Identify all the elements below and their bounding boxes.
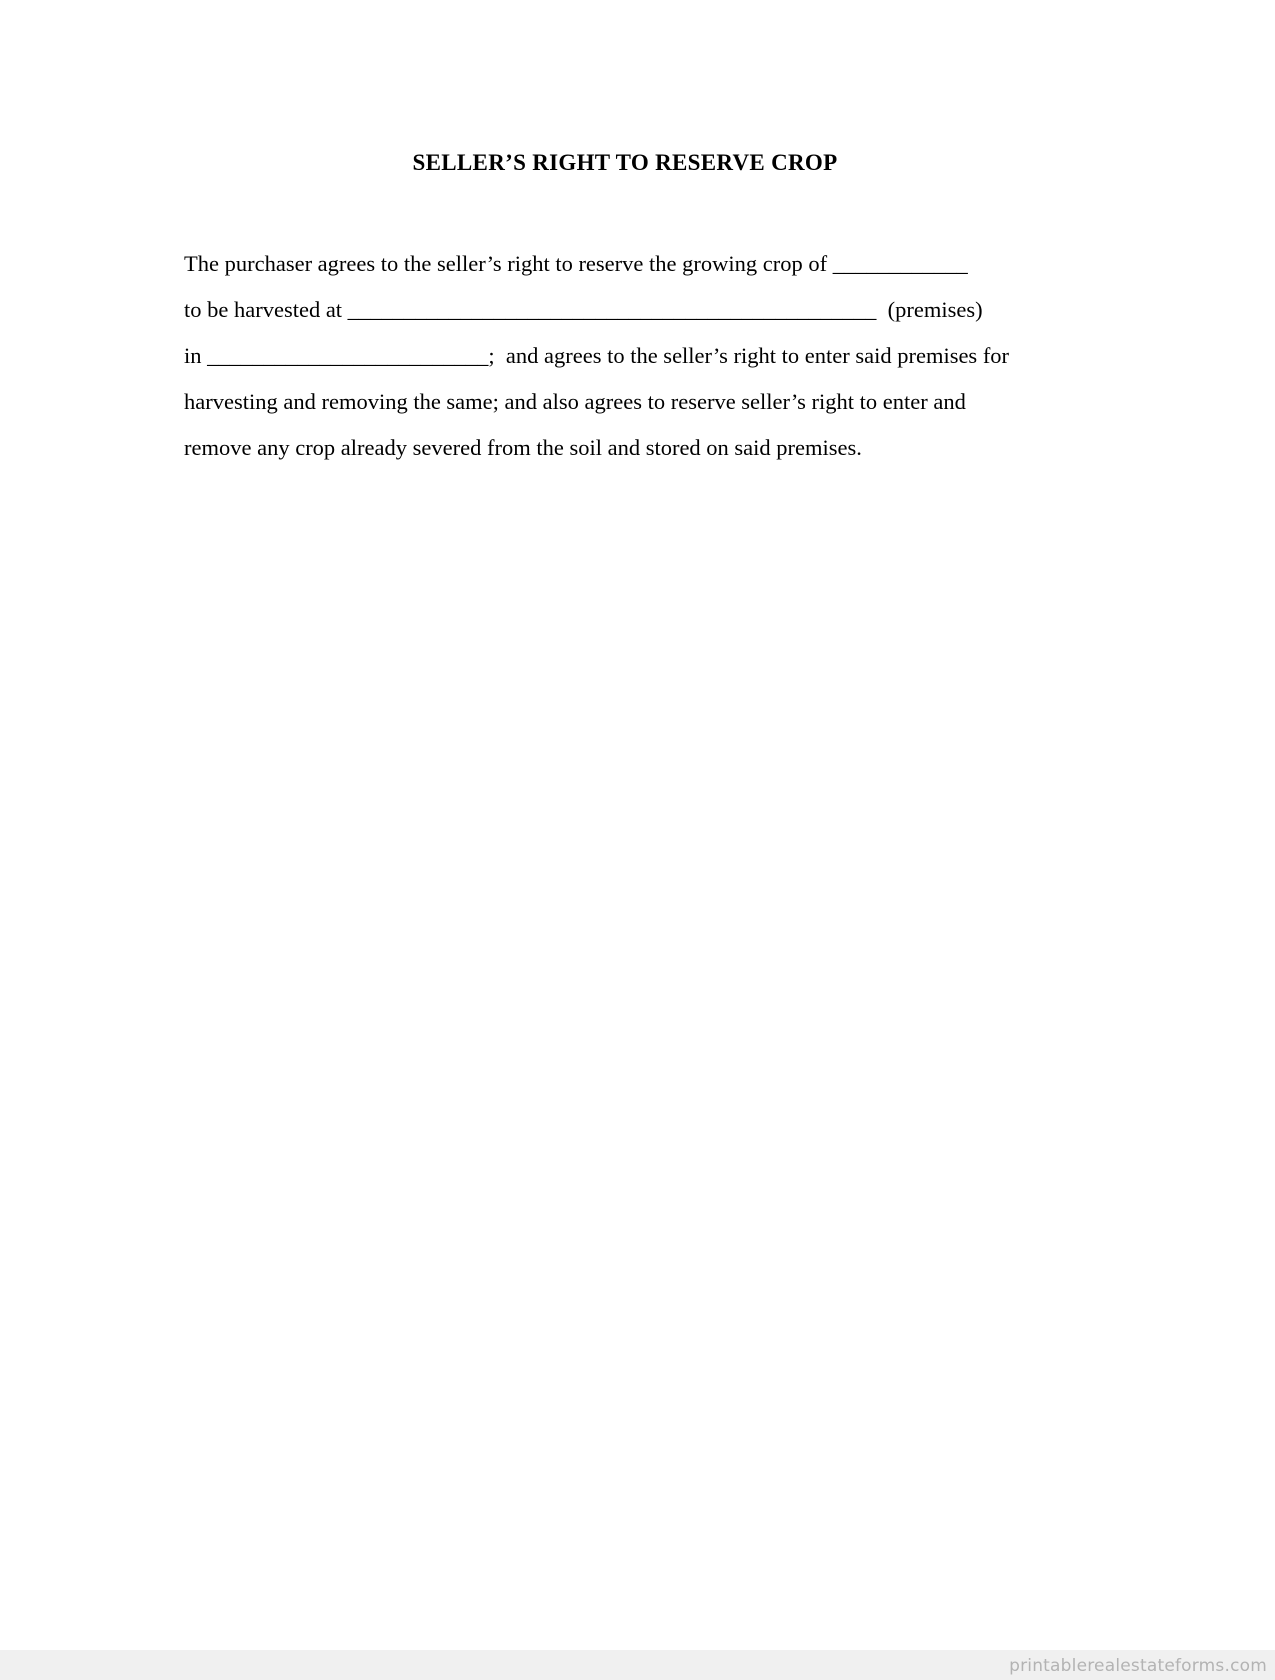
- document-title: SELLER’S RIGHT TO RESERVE CROP: [412, 150, 838, 175]
- footer-bar: [0, 1650, 1275, 1680]
- body-line-4: harvesting and removing the same; and also agrees to reserve seller’s right to enter and: [184, 389, 966, 414]
- body-line-2: to be harvested at _______________________________________________ (premises): [184, 297, 983, 322]
- document-body: [184, 241, 1084, 471]
- footer-watermark: printablerealestateforms.com: [1009, 1656, 1267, 1676]
- body-line-3: in _________________________; and agrees to the seller’s right to enter said premises for: [184, 343, 1010, 368]
- body-line-1: The purchaser agrees to the seller’s right to reserve the growing crop of ____________: [184, 251, 968, 276]
- body-line-5: remove any crop already severed from the soil and stored on said premises.: [184, 435, 862, 460]
